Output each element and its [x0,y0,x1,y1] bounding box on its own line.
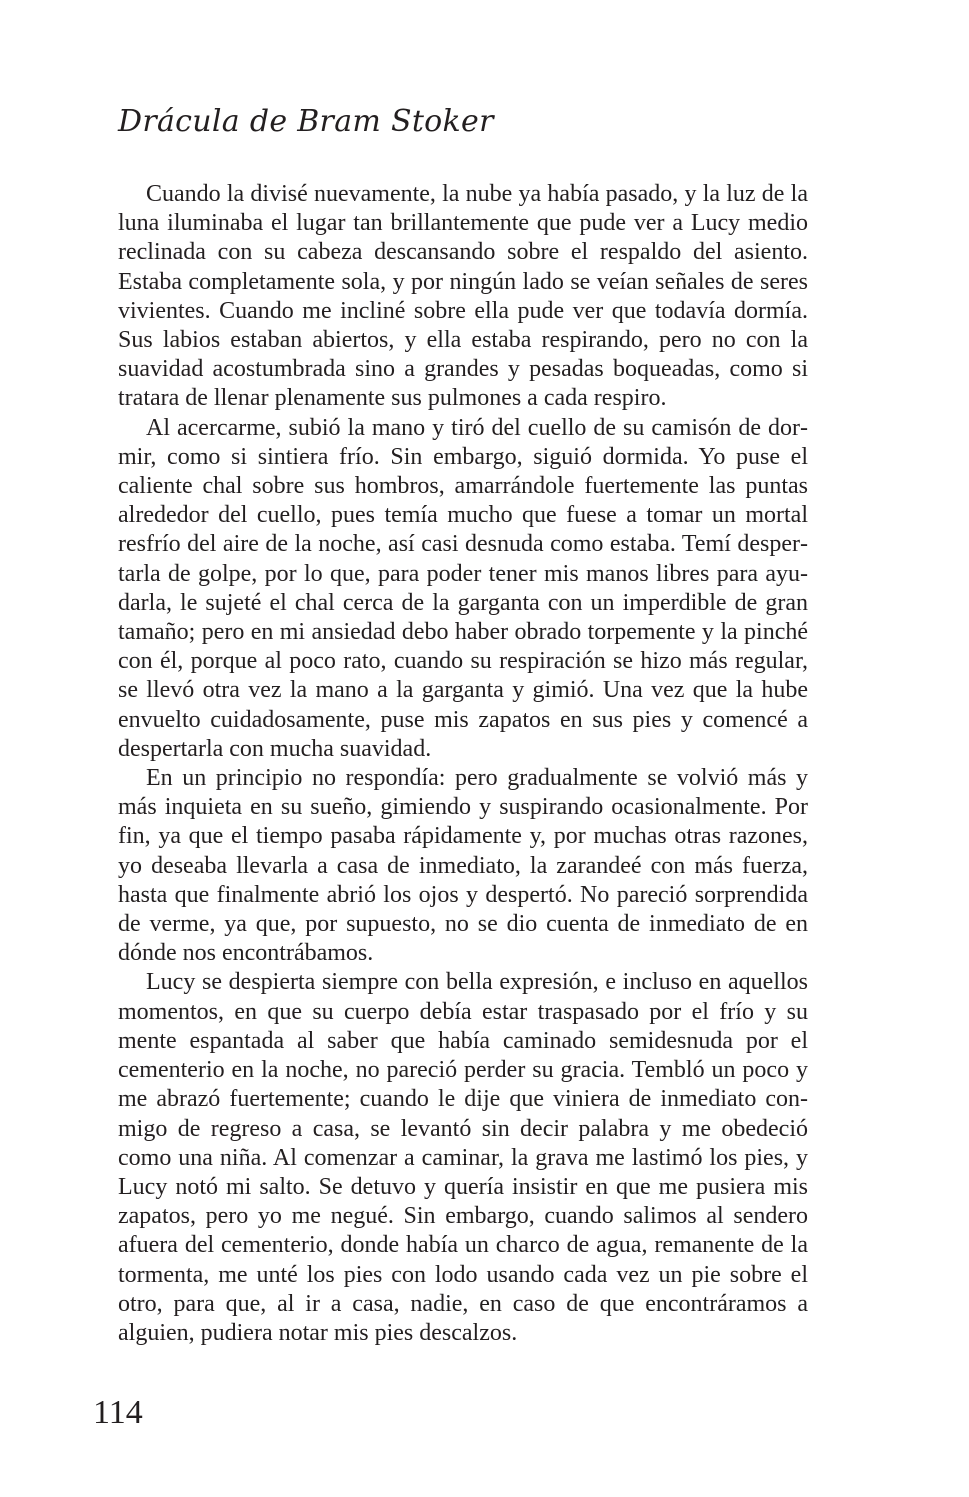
paragraph: Cuando la divisé nuevamente, la nube ya había pasado, y la luz de la luna iluminaba el lugar tan brillantemente que pude ver a Lucy medio reclinada con su cabeza descansando sobre el respaldo del asiento. Estaba completamente sola, y por ningún lado se veían señales de seres vivientes. Cuando me incliné sobre ella pude ver que todavía dormía. Sus labios estaban abiertos, y ella estaba respirando, pero no con la suavidad acostumbrada sino a grandes y pesadas boqueadas, como si tratara de llenar plenamente sus pulmones a cada respiro. [118,181,808,412]
page-number: 114 [93,1394,143,1431]
paragraph: Al acercarme, subió la mano y tiró del cuello de su camisón de dormir, como si sintiera frío. Sin embargo, siguió dormida. Yo puse el caliente chal sobre sus hombros, amarrándole fuertemente las puntas alrededor del cuello, pues temía mucho que fuese a tomar un mortal resfrío del aire de la noche, así casi desnuda como estaba. Temí despertarla de golpe, por lo que, para poder tener mis manos libres para ayudarla, le sujeté el chal cerca de la garganta con un imperdible de gran tamaño; pero en mi ansiedad debo haber obrado torpemente y la pinché con él, porque al poco rato, cuando su respiración se hizo más regular, se llevó otra vez la mano a la garganta y gimió. Una vez que la hube envuelto cuidadosamente, puse mis zapatos en sus pies y comencé a despertarla con mucha suavidad. [118,414,808,762]
paragraph: Lucy se despierta siempre con bella expresión, e incluso en aquellos momentos, en que su cuerpo debía estar traspasado por el frío y su mente espantada al saber que había caminado semidesnuda por el cementerio en la noche, no pareció perder su gracia. Tembló un poco y me abrazó fuertemente; cuando le dije que viniera de inmediato conmigo de regreso a casa, se levantó sin decir palabra y me obedeció como una niña. Al comenzar a caminar, la grava me lastimó los pies, y Lucy notó mi salto. Se detuvo y quería insistir en que me pusiera mis zapatos, pero yo me negué. Sin embargo, cuando salimos al sendero afuera del cementerio, donde había un charco de agua, remanente de la tormenta, me unté los pies con lodo usando cada vez un pie sobre el otro, para que, al ir a casa, nadie, en caso de que encontráramos a alguien, pudiera notar mis pies descalzos. [118,969,808,1346]
paragraph: En un principio no respondía: pero gradualmente se volvió más y más inquieta en su sueño, gimiendo y suspirando ocasionalmente. Por fin, ya que el tiempo pasaba rápidamente y, por muchas otras razones, yo deseaba llevarla a casa de inmediato, la zarandeé con más fuerza, hasta que finalmente abrió los ojos y despertó. No pareció sorprendida de verme, ya que, por supuesto, no se dio cuenta de inmediato de en dónde nos encontrábamos. [118,765,808,967]
running-head: Drácula de Bram Stoker [118,104,494,139]
body-text [118,180,808,1348]
